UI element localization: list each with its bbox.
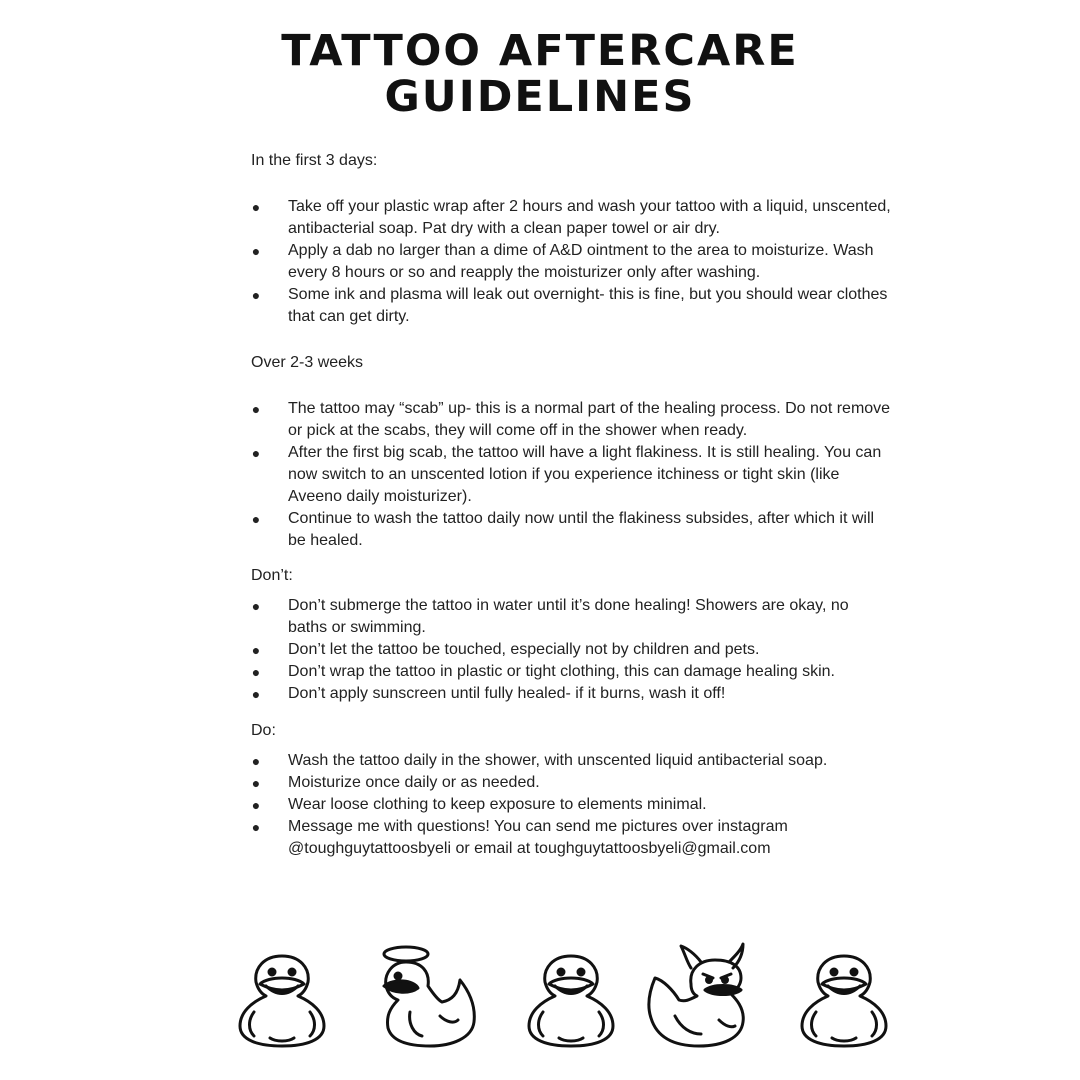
item-text: Apply a dab no larger than a dime of A&D ointment to the area to moisturize. Wash every 8 hours or so and reapply the moisturizer only after washing. [288, 242, 874, 281]
item-text: Don’t let the tattoo be touched, especially not by children and pets. [288, 641, 760, 658]
bullet-icon: ● [251, 287, 261, 303]
bullet-icon: ● [251, 445, 261, 461]
list-item [251, 284, 891, 328]
item-text: Don’t apply sunscreen until fully healed- if it burns, wash it off! [288, 685, 726, 702]
devil-duck-icon [645, 940, 751, 1050]
bullet-icon: ● [251, 797, 261, 813]
plain-duck-icon [798, 940, 890, 1050]
item-text: Some ink and plasma will leak out overnight- this is fine, but you should wear clothes that can get dirty. [288, 286, 888, 325]
item-text: Don’t submerge the tattoo in water until it’s done healing! Showers are okay, no baths or swimming. [288, 597, 849, 636]
bullet-icon: ● [251, 401, 261, 417]
title-line-1: TATTOO AFTERCARE [281, 26, 799, 76]
bullet-icon: ● [251, 199, 261, 215]
item-text: Wash the tattoo daily in the shower, with unscented liquid antibacterial soap. [288, 752, 828, 769]
section-heading: In the first 3 days: [251, 152, 378, 169]
list-item [251, 661, 891, 683]
angel-duck-icon [380, 940, 480, 1050]
bullet-icon: ● [251, 819, 261, 835]
plain-duck-icon [525, 940, 617, 1050]
list-item [251, 442, 891, 508]
section-heading: Over 2-3 weeks [251, 354, 364, 371]
list-item [251, 683, 891, 705]
item-text: The tattoo may “scab” up- this is a normal part of the healing process. Do not remove or pick at the scabs, they will come off in the shower when ready. [288, 400, 891, 439]
item-text: Take off your plastic wrap after 2 hours and wash your tattoo with a liquid, unscented, antibacterial soap. Pat dry with a clean paper towel or air dry. [288, 198, 891, 237]
bullet-icon: ● [251, 511, 261, 527]
list-item [251, 196, 891, 240]
title-line-2: GUIDELINES [384, 72, 696, 122]
bullet-icon: ● [251, 753, 261, 769]
item-text: Don’t wrap the tattoo in plastic or tight clothing, this can damage healing skin. [288, 663, 835, 680]
bullet-icon: ● [251, 775, 261, 791]
bullet-icon: ● [251, 642, 261, 658]
section-do [251, 720, 891, 860]
list-item [251, 595, 891, 639]
plain-duck-icon [236, 940, 328, 1050]
bullet-icon: ● [251, 243, 261, 259]
list-item [251, 750, 891, 772]
section-dont [251, 565, 891, 705]
item-list [251, 750, 891, 860]
list-item [251, 240, 891, 284]
section-heading: Don’t: [251, 567, 293, 584]
section-first-3-days [251, 150, 891, 328]
list-item [251, 772, 891, 794]
list-item [251, 794, 891, 816]
item-text: Message me with questions! You can send me pictures over instagram @toughguytattoosbyeli or email at toughguytattoosbyeli@gmail.com [288, 818, 788, 857]
list-item [251, 508, 891, 552]
bullet-icon: ● [251, 686, 261, 702]
item-text: After the first big scab, the tattoo will have a light flakiness. It is still healing. You can now switch to an unscented lotion if you experience itchiness or tight skin (like Aveeno daily moisturizer). [288, 444, 882, 505]
item-list [251, 595, 891, 705]
list-item [251, 398, 891, 442]
duck-illustrations [0, 940, 1080, 1060]
page-title [0, 28, 1080, 120]
bullet-icon: ● [251, 664, 261, 680]
section-heading: Do: [251, 722, 276, 739]
list-item [251, 816, 891, 860]
item-list [251, 196, 891, 328]
item-text: Continue to wash the tattoo daily now until the flakiness subsides, after which it will be healed. [288, 510, 875, 549]
item-text: Moisturize once daily or as needed. [288, 774, 540, 791]
item-text: Wear loose clothing to keep exposure to elements minimal. [288, 796, 707, 813]
section-over-2-3-weeks [251, 352, 891, 552]
bullet-icon: ● [251, 598, 261, 614]
list-item [251, 639, 891, 661]
item-list [251, 398, 891, 552]
